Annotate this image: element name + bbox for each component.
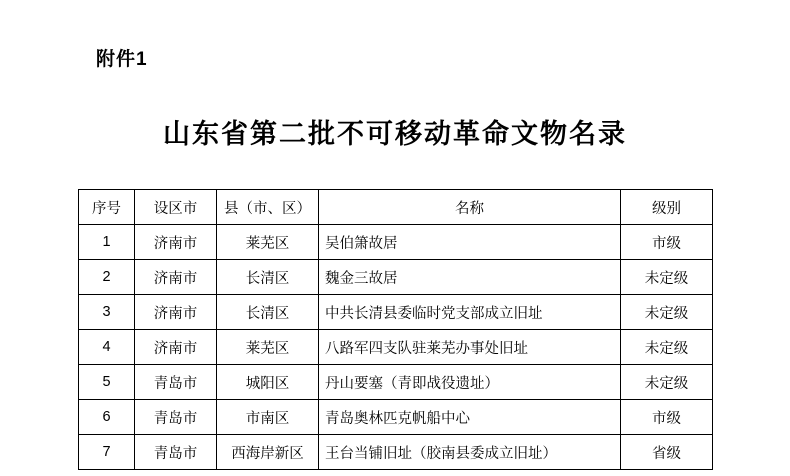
cell-county: 市南区 (217, 400, 319, 435)
cell-name: 八路军四支队驻莱芜办事处旧址 (319, 330, 621, 365)
cell-level: 省级 (621, 435, 713, 470)
cell-county: 长清区 (217, 295, 319, 330)
cell-name: 王台当铺旧址（胶南县委成立旧址） (319, 435, 621, 470)
cell-county: 莱芜区 (217, 225, 319, 260)
cell-county: 长清区 (217, 260, 319, 295)
cell-city: 青岛市 (135, 435, 217, 470)
cell-seq: 2 (79, 260, 135, 295)
cell-seq: 7 (79, 435, 135, 470)
cell-county: 莱芜区 (217, 330, 319, 365)
cell-name: 中共长清县委临时党支部成立旧址 (319, 295, 621, 330)
column-header-city: 设区市 (135, 190, 217, 225)
listing-table-container (78, 189, 712, 470)
cell-seq: 6 (79, 400, 135, 435)
cell-city: 济南市 (135, 260, 217, 295)
table-row (79, 400, 713, 435)
cell-seq: 1 (79, 225, 135, 260)
cell-name: 魏金三故居 (319, 260, 621, 295)
table-body (79, 225, 713, 470)
cell-city: 青岛市 (135, 400, 217, 435)
table-header-row (79, 190, 713, 225)
table-row (79, 435, 713, 470)
attachment-label: 附件1 (96, 49, 148, 70)
cell-level: 市级 (621, 400, 713, 435)
cell-level: 未定级 (621, 365, 713, 400)
cell-name: 丹山要塞（青即战役遗址） (319, 365, 621, 400)
cell-name: 吴伯箫故居 (319, 225, 621, 260)
cell-city: 济南市 (135, 295, 217, 330)
column-header-county: 县（市、区） (217, 190, 319, 225)
cell-level: 未定级 (621, 295, 713, 330)
revolutionary-relics-table (78, 189, 713, 470)
cell-city: 济南市 (135, 225, 217, 260)
table-row (79, 260, 713, 295)
cell-seq: 5 (79, 365, 135, 400)
table-row (79, 330, 713, 365)
column-header-level: 级别 (621, 190, 713, 225)
column-header-name: 名称 (319, 190, 621, 225)
cell-level: 市级 (621, 225, 713, 260)
table-row (79, 295, 713, 330)
cell-county: 西海岸新区 (217, 435, 319, 470)
page-title: 山东省第二批不可移动革命文物名录 (163, 119, 627, 149)
cell-seq: 4 (79, 330, 135, 365)
cell-city: 济南市 (135, 330, 217, 365)
cell-city: 青岛市 (135, 365, 217, 400)
table-row (79, 225, 713, 260)
cell-level: 未定级 (621, 260, 713, 295)
table-row (79, 365, 713, 400)
table-header (79, 190, 713, 225)
column-header-seq: 序号 (79, 190, 135, 225)
cell-level: 未定级 (621, 330, 713, 365)
cell-county: 城阳区 (217, 365, 319, 400)
cell-seq: 3 (79, 295, 135, 330)
cell-name: 青岛奥林匹克帆船中心 (319, 400, 621, 435)
